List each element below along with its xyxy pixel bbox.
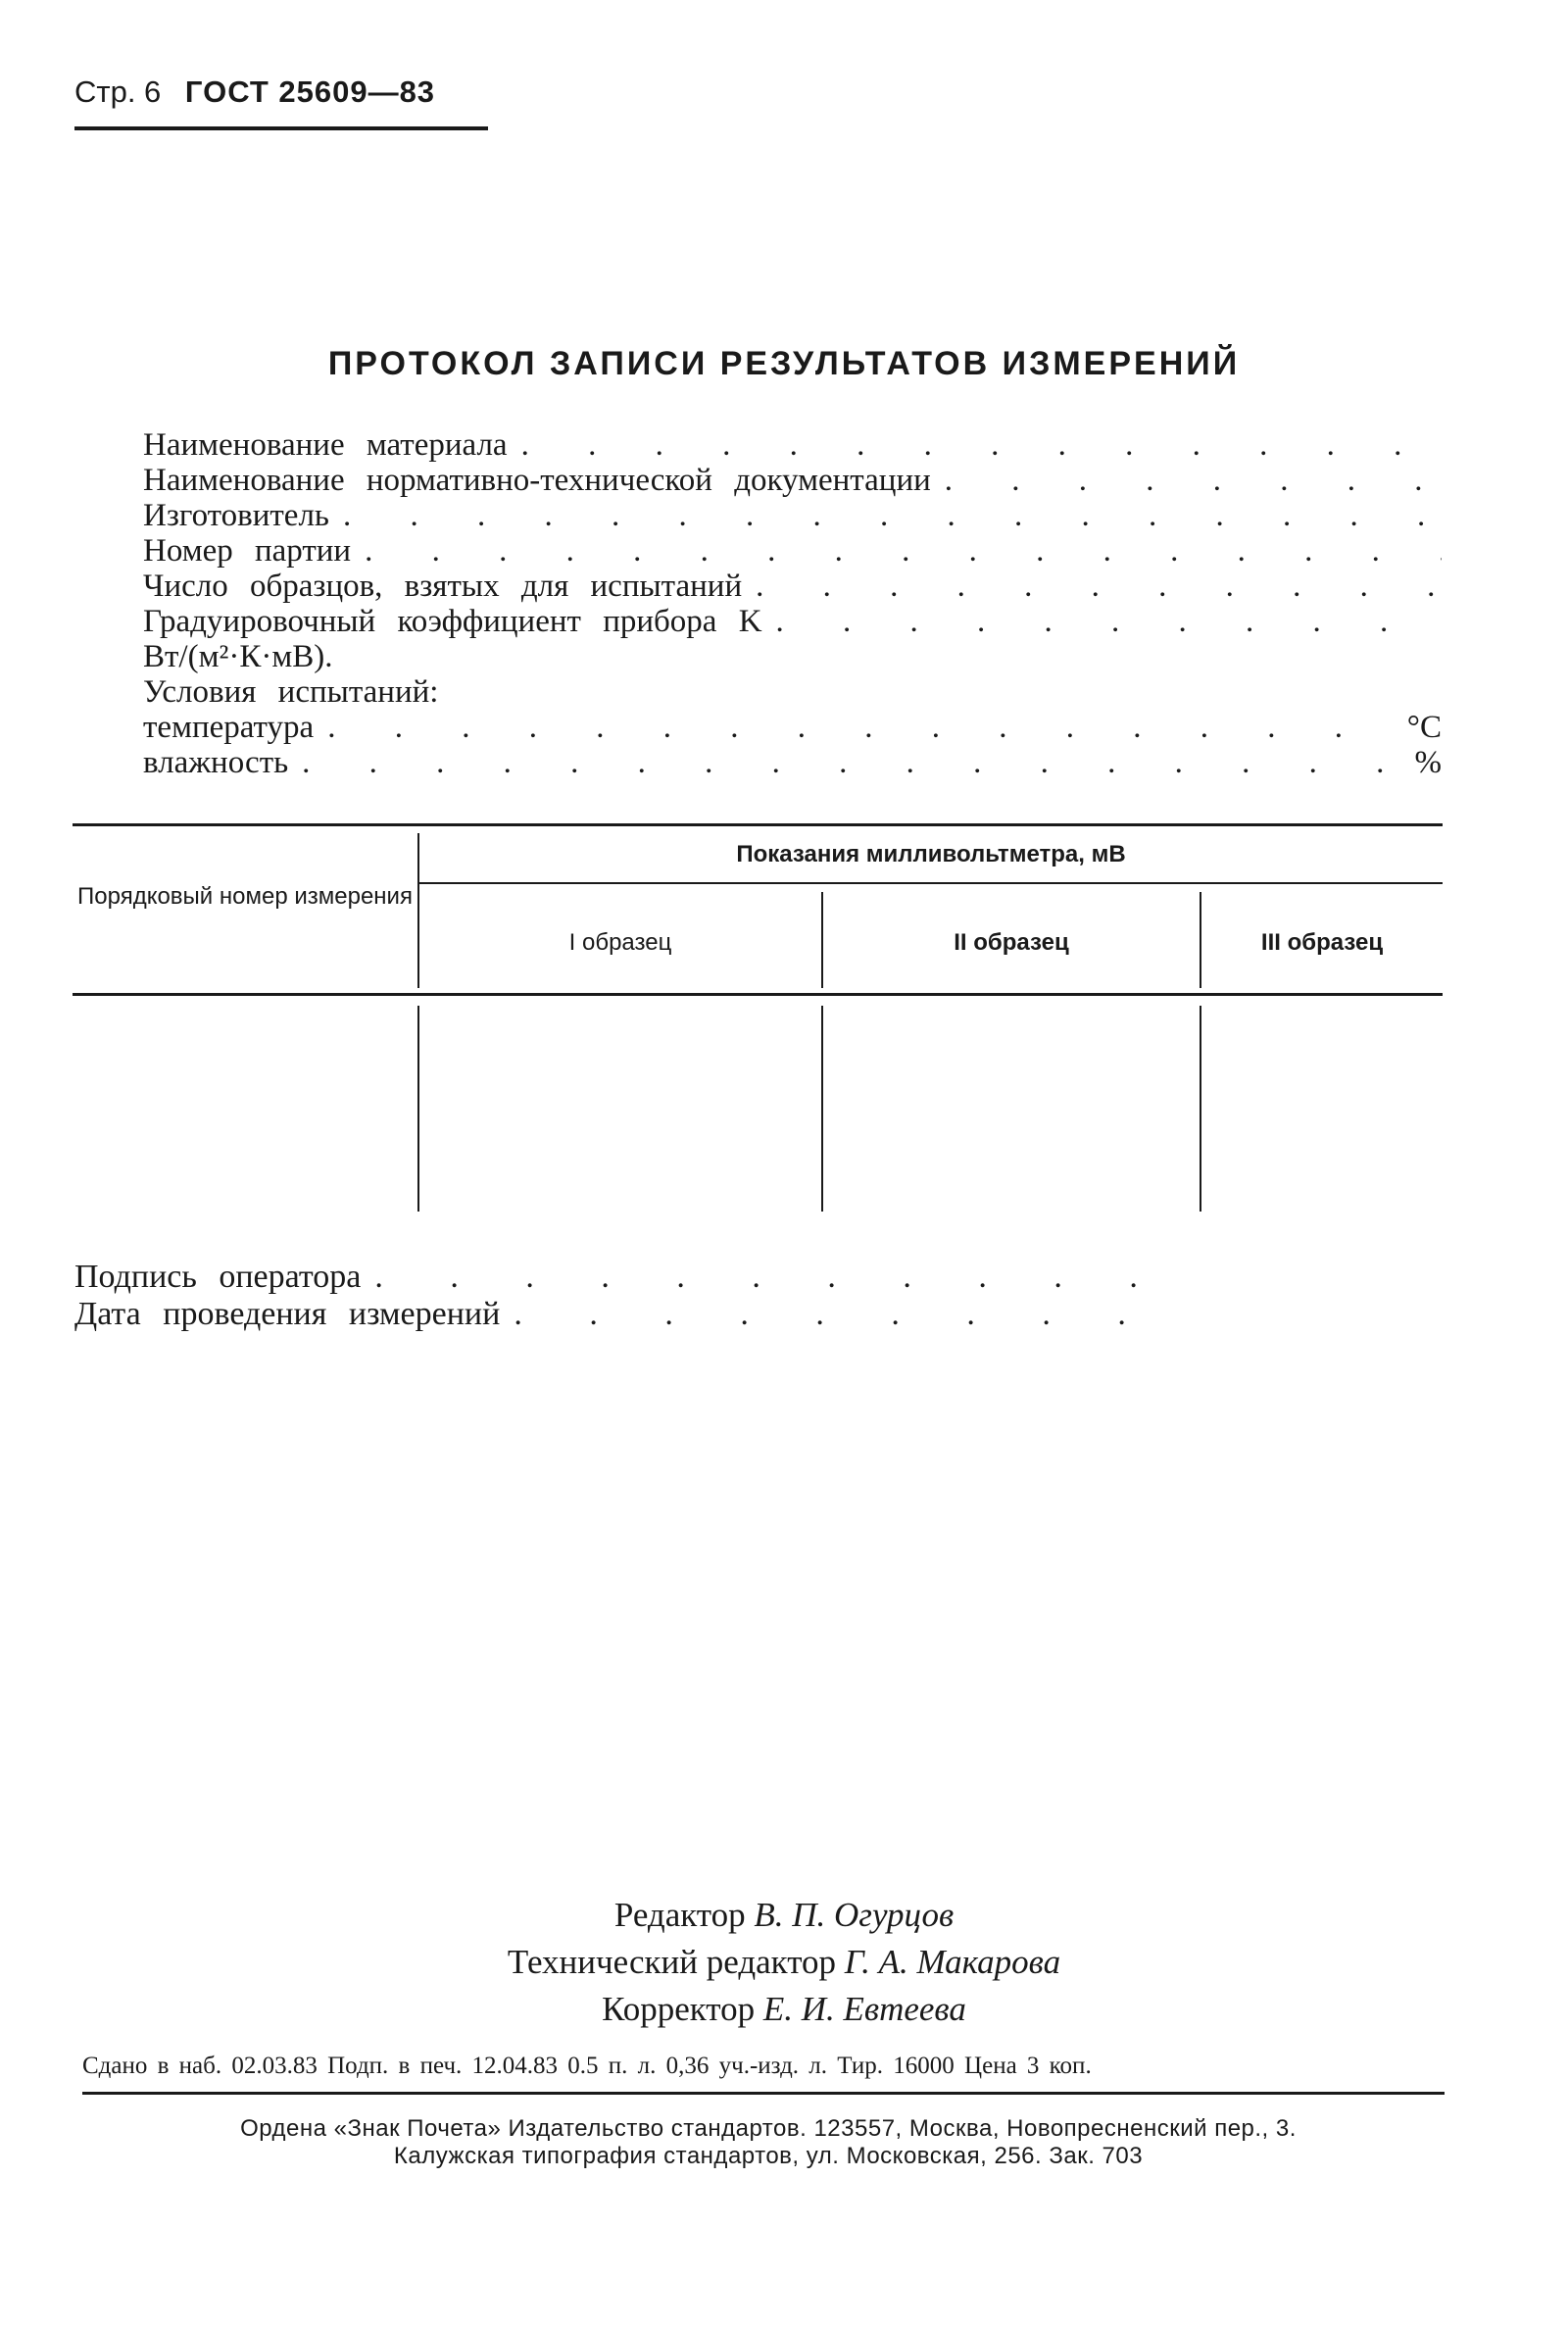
fill-dots bbox=[776, 604, 1442, 639]
group-header-rule bbox=[419, 882, 1443, 884]
field-label: Подпись оператора bbox=[74, 1259, 362, 1295]
measurement-date bbox=[74, 1296, 1172, 1333]
fill-dots bbox=[756, 569, 1442, 604]
operator-signature bbox=[74, 1259, 1172, 1296]
fill-dots bbox=[374, 1259, 1172, 1296]
fill-dots bbox=[945, 463, 1442, 498]
field-material bbox=[143, 427, 1442, 463]
fill-dots bbox=[302, 745, 1406, 780]
standard-number: ГОСТ 25609—83 bbox=[184, 74, 436, 109]
printer-line: Калужская типография стандартов, ул. Московская, 256. Зак. 703 bbox=[393, 2143, 1144, 2169]
signature-block bbox=[74, 1259, 1172, 1333]
field-label: температура bbox=[143, 710, 315, 745]
editor-label: Редактор bbox=[613, 1896, 746, 1934]
field-label: Изготовитель bbox=[143, 498, 329, 533]
field-temperature bbox=[143, 710, 1442, 745]
running-head bbox=[74, 74, 435, 110]
field-test-conditions bbox=[143, 674, 1442, 710]
field-label: влажность bbox=[143, 745, 289, 780]
page-number: Стр. 6 bbox=[74, 74, 162, 109]
field-unit: °C bbox=[1406, 710, 1442, 745]
field-label: Число образцов, взятых для испытаний bbox=[143, 569, 743, 604]
measurement-table bbox=[73, 823, 1443, 1212]
sample-3-header: III образец bbox=[1260, 929, 1384, 956]
tech-editor-line bbox=[0, 1939, 1568, 1986]
table-top-rule bbox=[73, 823, 1443, 826]
imprint-rule bbox=[82, 2092, 1445, 2095]
fill-dots bbox=[514, 1296, 1172, 1333]
field-humidity bbox=[143, 745, 1442, 780]
table-header-rule bbox=[73, 993, 1443, 996]
col-number-header: Порядковый номер измерения bbox=[77, 883, 413, 910]
field-label: Наименование нормативно-технической документации bbox=[143, 463, 931, 498]
field-calibration-coefficient bbox=[143, 604, 1442, 639]
publisher-info bbox=[82, 2115, 1454, 2170]
field-label: Дата проведения измерений bbox=[74, 1296, 501, 1332]
corrector-label: Корректор bbox=[602, 1990, 756, 2028]
field-label: Градуировочный коэффициент прибора K bbox=[143, 604, 762, 639]
field-manufacturer bbox=[143, 498, 1442, 533]
column-divider bbox=[417, 1006, 419, 1212]
millivoltmeter-header: Показания милливольтметра, мВ bbox=[736, 841, 1126, 867]
tech-editor-name: Г. А. Макарова bbox=[844, 1943, 1061, 1981]
field-label: Номер партии bbox=[143, 533, 352, 569]
field-sample-count bbox=[143, 569, 1442, 604]
editor-name: В. П. Огурцов bbox=[754, 1896, 955, 1934]
fill-dots bbox=[343, 498, 1442, 533]
header-rule bbox=[74, 126, 488, 130]
column-divider bbox=[821, 1006, 823, 1212]
fill-dots bbox=[327, 710, 1399, 745]
print-details: Сдано в наб. 02.03.83 Подп. в печ. 12.04.83 0.5 п. л. 0,36 уч.-изд. л. Тир. 16000 Цена 3 коп. bbox=[82, 2053, 1092, 2079]
corrector-name: Е. И. Евтеева bbox=[762, 1990, 966, 2028]
field-standard-doc bbox=[143, 463, 1442, 498]
fill-dots bbox=[521, 427, 1442, 463]
editor-line bbox=[0, 1892, 1568, 1939]
sample-1-header: I образец bbox=[568, 929, 672, 956]
publisher-line: Ордена «Знак Почета» Издательство стандартов. 123557, Москва, Новопресненский пер., 3. bbox=[240, 2115, 1297, 2142]
field-label: Наименование материала bbox=[143, 427, 508, 463]
page-title: ПРОТОКОЛ ЗАПИСИ РЕЗУЛЬТАТОВ ИЗМЕРЕНИЙ bbox=[327, 345, 1241, 382]
field-coefficient-unit bbox=[143, 639, 1442, 674]
protocol-fields bbox=[143, 427, 1442, 780]
fill-dots bbox=[365, 533, 1442, 569]
sample-2-header: II образец bbox=[954, 929, 1069, 956]
column-divider bbox=[1200, 1006, 1201, 1212]
field-label: Условия испытаний: bbox=[143, 674, 439, 710]
field-unit: % bbox=[1414, 745, 1442, 780]
tech-editor-label: Технический редактор bbox=[507, 1943, 837, 1981]
editors-block bbox=[0, 1892, 1568, 2033]
field-batch-number bbox=[143, 533, 1442, 569]
corrector-line bbox=[0, 1986, 1568, 2033]
field-label: Вт/(м²·К·мВ). bbox=[143, 639, 333, 674]
